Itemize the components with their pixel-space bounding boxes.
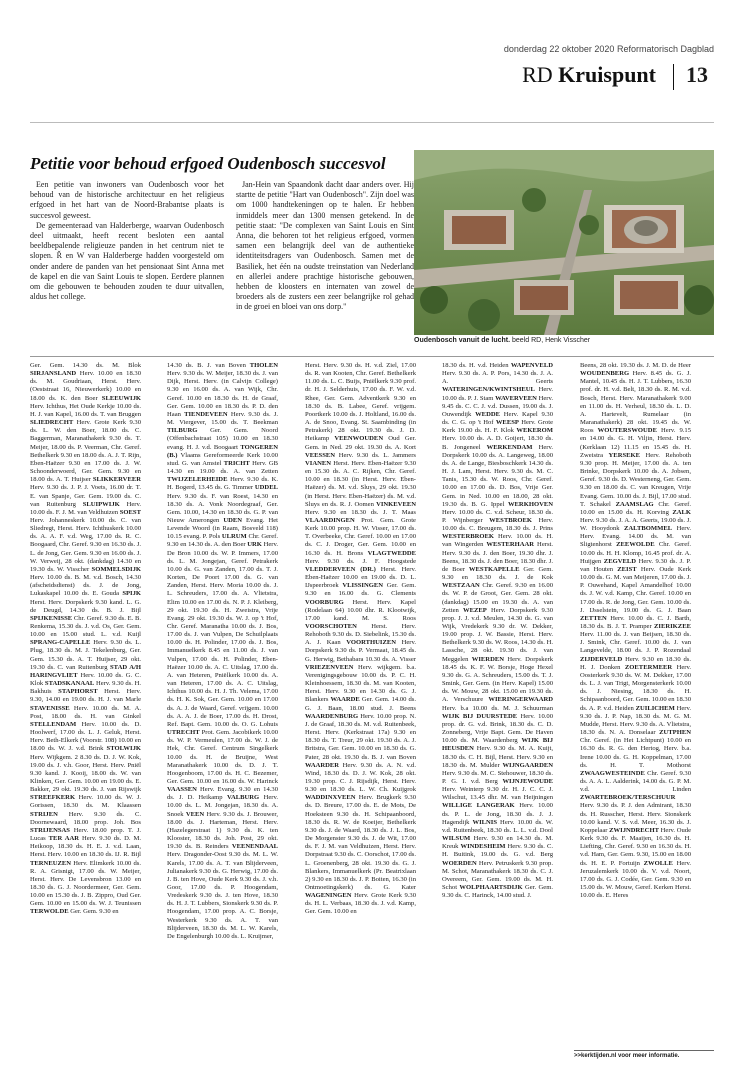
- caption-text: Oudenbosch vanuit de lucht.: [414, 337, 511, 344]
- church-services-column-2: 14.30 ds. B. J. van Boven THOLEN Herv. 9.30 ds. W. Meijer, 18.30 ds. J. van Dijk, Herst. Herv. (in Calvijn College) 9.30 en 16.00 ds. A. van Wijk, Chr. Geref. 10.00 en 18.30 ds. H. de Graaf, Ger. Gem. 10.00 en 18.30 ds. P. D. den Haan TIENDEVEEN Herv. 9.30 ds. J. M. Viergever, 15.00 ds. T. Beekman TILBURG Ger. Gem. Noord (Offenbachstraat 105) 10.00 en 18.30 evang. H. J. v.d. Boogaart TONGEREN (B.) Vlaams Gereformeerde Kerk 10.00 stud. G. van Amstel TRICHT Herv. GB 14.30 en 19.00 ds. A. van Zetten TWIJZELERHEIDE Herv. 9.30 ds. K. H. Bogerd, 13.45 ds. G. Timmer UDDEL Herv. 9.30 ds. F. van Roest, 14.30 en 18.30 ds. A. Vonk Noordegraaf, Ger. Gem. 10.00, 14.30 en 18.30 ds. G. P. van Nieuw Amerongen UDEN Evang. Het Levende Woord (in Raam, Bosveld 118) 10.15 evang. P. Pols ULRUM Chr. Geref. 9.30 en 14.30 ds. A. den Boer URK Herv. De Bron 10.00 ds. W. P. Immers, 17.00 ds. L. M. Jongejan, Geref. Petrakerk 10.00 ds. G. van Zanden, 17.00 ds. T. J. Korten, De Poort 17.00 ds. G. van Zanden, Herst. Herv. Moria 10.00 ds. J. L. Schreuders, 17.00 ds. A. Vlietstra, Elim 10.00 en 17.00 ds. N. P. J. Kleiberg, 29 okt. 19.30 ds. H. Zweistra, Vrije Evang. 29 okt. 19.30 ds. W. J. op 't Hof, Chr. Geref. Maranatha 10.00 ds. J. Bos, 17.00 ds. J. van Vulpen, De Schuilplaats 10.00 ds. H. Polinder, 17.00 ds. J. Bos, Immanuelkerk 8.45 en 11.00 ds. J. van Vulpen, 17.00 ds. H. Polinder, Eben-Haëzer 10.00 ds. A. C. Uitslag, 17.00 ds. A. van Heteren, Pniëlkerk 10.00 ds. A. van Heteren, 17.00 ds. A. C. Uitslag, Ichthus 10.00 ds. H. J. Th. Velema, 17.00 ds. H. K. Sok, Ger. Gem. 10.00 en 17.00 ds. A. J. de Waard, Geref. vrijgem. 10.00 ds. A. A. J. de Boer, 17.00 ds. H. Drost, Ref. Bapt. Gem. 10.00 ds. O. G. Lohuis UTRECHT Prot. Gem. Jacobikerk 10.00 ds. W. P. Vermeulen, 17.00 ds. W. J. de Hek, Chr. Geref. Centrum Singelkerk 10.00 ds. H. de Bruijne, West Maranathakerk 10.00 ds. D. J. T. Hoogenboom, 17.00 ds. H. C. Bezemer, Ger. Gem. 10.00 en 16.00 ds. W. Harinck VAASSEN Herv. Evang. 9.30 en 14.30 ds. J. D. Heikamp VALBURG Herv. 10.00 ds. L. M. Jongejan, 18.30 ds. A. Snoek VEEN Herv. 9.30 ds. J. Brouwer, 18.00 ds. J. Harteman, Herst. Herv. (Hazelegerstraat 1) 9.30 ds. K. ten Klooster, 18.30 ds. Joh. Post, 29 okt. 19.30 ds. B. Reinders VEENENDAAL Herv. Dragonder-Oost 9.30 ds. M. L. W. Karels, 17.00 ds. A. T. van Blijderveen, Julianakerk 9.30 ds. G. Herwig, 17.00 ds. J. B. ten Hove, Oude Kerk 9.30 ds. J. v.h. Goor, 17.00 ds. P. Hoogendam, Vredeskerk 9.30 ds. J. ten Hove, 18.30 ds. H. J. T. Lubbers, Sionskerk 9.30 ds. P. Hoogendam, 17.00 prop. A. C. Borsje, Westerkerk 9.30 ds. A. T. van Blijderveen, 18.30 ds. M. L. W. Karels, De Engelenburgh 10.00 ds. L. Kruijmer,: [167, 362, 278, 940]
- article-column-2: [236, 180, 414, 313]
- page-number: 13: [686, 62, 708, 87]
- section-prefix: RD: [522, 62, 553, 87]
- article-headline: Petitie voor behoud erfgoed Oudenbosch succesvol: [30, 154, 386, 173]
- page-header: [0, 60, 738, 100]
- more-info-link[interactable]: >>kerktijden.nl voor meer informatie.: [574, 1050, 714, 1059]
- newspaper-name: Reformatorisch Dagblad: [616, 44, 714, 54]
- caption-credit: beeld RD, Henk Visscher: [512, 337, 591, 344]
- church-services-column-5: Beens, 28 okt. 19.30 ds. J. M. D. de Heer WOUDENBERG Herv. 8.45 ds. G. J. Mantel, 10.45 ds. H. J. T. Lubbers, 16.30 prof. dr. H. v.d. Belt, 18.30 ds. R. M. v.d. Bosch, Herst. Herv. Maranathakerk 9.00 en 11.00 ds. H. Verheul, 18.30 ds. L. D. A. Hartevelt, Rumelaar (in Maranathakerk) 28 okt. 19.45 ds. W. Roos WOUTERSWOUDE Herv. 9.15 en 14.00 ds. G. H. Viljin, Herst. Herv. (Kerklaan 12) 11.15 en 15.45 ds. H. Zweistra YERSEKE Herv. Rehoboth 9.30 prop. H. Meijer, 17.00 ds. A. ten Brinke, Dorpskerk 10.00 ds. A. Jobsen, Geref. 9.30 ds. D. Westerneng, Ger. Gem. 9.30 en 18.00 ds. C. van Kreugen, Vrije Evang. Gem. 10.00 ds. J. Bijl, 17.00 stud. T. Schakel ZAAMSLAG Chr. Geref. 10.00 en 15.00 ds. H. Korving ZALK Herv. 9.30 ds. J. A. A. Geerts, 19.00 ds. J. W. Hooydonk ZALTBOMMEL Herv. Herv. Evang. 14.00 ds. M. van Sligtenhorst ZEEWOLDE Chr. Geref. 10.00 ds. H. H. Klomp, 16.45 prof. dr. A. Huijgen ZEGVELD Herv. 9.30 ds. J. P. van Houten ZEIST Herv. Oude Kerk 10.00 ds. G. M. van Meijeren, 17.00 ds. J. P. Ouwehand, Kapel Amandelhof 10.00 ds. J. W. v.d. Kamp, Chr. Geref. 10.00 en 17.00 ds. R. de Jong, Ger. Gem. 10.00 ds. J. IJsselstein, 19.00 ds. G. J. Baan ZETTEN Herv. 10.00 ds. C. J. Barth, 18.30 ds. B. J. T. Pramper ZIERIKZEE Herv. 11.00 ds. J. van Beijsen, 18.30 ds. J. Smink, Chr. Geref. 10.00 ds. J. van Langevelde, 18.00 ds. J. P. Rozendaal ZIJDERVELD Herv. 9.30 en 18.30 ds. H. J. Donken ZOETERMEER Herv. Oosterkerk 9.30 ds. W. M. Dekker, 17.00 ds. L. J. van Trigt, Morgensterkerk 10.00 ds. J. Niesing, 18.30 ds. H. Schipaanboord, Ger. Gem. 10.00 en 18.30 ds. A. P. v.d. Heiden ZUILICHEM Herv. 9.30 ds. J. P. Nap, 18.30 ds. M. G. M. Mudde, Herst. Herv. 9.30 ds. A. Vlietstra, 18.30 ds. N. A. Donselaar ZUTPHEN Chr. Geref. (in Het Lichtpunt) 10.00 en 16.30 ds. R. G. den Hertog, Herv. b.a. Irene 10.00 ds. G. H. Koppelman, 17.00 ds. H. T. Mothorst ZWAAGWESTEINDE Chr. Geref. 9.30 ds. A. A. L. Aalderink, 14.00 ds. G. P. M. v.d. Linden ZWARTEBROEK/TERSCHUUR Herv. 9.30 ds. P. J. den Admirant, 18.30 ds. H. Russcher, Herst. Herv. Sionskerk 10.00 kand. V. S. v.d. Meer, 16.30 ds. J. Koppelaar ZWIJNDRECHT Herv. Oude Kerk 9.30 ds. F. Maaijen, 16.30 ds. H. Liefting, Chr. Geref. 9.30 en 16.30 ds. H. v.d. Ham, Ger. Gem. 9.30, 15.00 en 18.00 ds. H. E. P. Fortuijn ZWOLLE Herv. Jeruzalemkerk 10.00 ds. V. v.d. Noort, 17.00 ds. G. J. Codée, Ger. Gem. 9.30 en 15.00 ds. W. Mouw, Geref. Kerken Herst. 10.00 ds. E. Heres: [580, 362, 691, 900]
- church-services-column-4: 18.30 ds. H. v.d. Heiden WAPENVELD Herv. 9.30 ds. A. P. Pors, 14.30 ds. J. A. A. Geerts WATERINGEN/KWINTSHEUL Herv. 10.00 ds. P. J. Stam WAVERVEEN Herv. 9.45 ds. C. C. J. v.d. Dussen, 19.00 ds. J. Ouwendijk WEDDE Herv. Kapel 9.30 ds. C. G. op 't Hof WEESP Herv. Grote Kerk 19.00 ds. H. F. Klok WEKEROM Herv. 10.00 ds. A. D. Goijert, 18.30 ds. B. Jongeneel WERKENDAM Herv. Dorpskerk 10.00 ds. A. Langeweg, 18.00 ds. A. de Lange, Biesboschkerk 14.30 ds. H. J. Lam, Herst. Herv. 9.30 ds. M. C. Tanis, 15.30 ds. W. Roos, Chr. Geref. 10.00 en 17.00 ds. D. Bos, Vrije Ger. Gem. in Ned. 10.00 en 18.00, 28 okt. 19.30 ds. B. G. Ippel WERKHOVEN Herv. 10.00 ds. C. v.d. Scheur, 18.30 ds. P. Wijnberger WESTBROEK Herv. 10.00 ds. C. Breugem, 18.30 ds. J. Prins WESTERBROEK Herv. 10.00 ds. H. van Wingerden WESTERHAAR Herst. Herv. 9.30 ds. J. den Boer, 19.30 dhr. J. Beens, 18.30 ds. J. den Boer, 18.30 dhr. J. de Boer WESTKAPELLE Ger. Gem. 9.30 en 18.30 ds. J. de Kok WESTZAAN Chr. Geref. 9.30 en 16.00 ds. W. P. de Groot, Ger. Gem. 28 okt. (dankdag) 15.00 en 19.30 ds. A. van Zetten WEZEP Herv. Dorpskerk 9.30 prop. J. J. v.d. Meulen, 14.30 ds. G. van Wijk, Vredekerk 9.30 dr. W. Dekker, 19.00 prop. J. W. Bassie, Herst. Herv. Bethelkerk 9.30 ds. W. Roos, 14.30 ds. H. Lassche, 28 okt. 19.30 ds. J. van Meggelen WIERDEN Herv. Dorpskerk 18.45 ds. K. F. W. Borsje, Hoge Hexel 9.30 ds. G. A. Schreuders, 15.00 ds. T. J. Smink, Ger. Gem. (in Herv. Kapel) 15.00 ds. W. Mouw, 28 okt. 15.00 en 19.30 ds. A. Verschuure WIERINGERWAARD Herv. b.a 10.00 ds. M. J. Schuurman WIJK BIJ DUURSTEDE Herv. 10.00 prop. dr. G. v.d. Brink, 18.30 ds. C. D. Zonneberg, Vrije Bapt. Gem. De Haven 10.00 ds. M. Waardenberg WIJK BIJ HEUSDEN Herv. 9.30 ds. M. A. Kuijt, 18.30 ds. C. H. Bijl, Herst. Herv. 9.30 en 18.30 ds. M. Mulder WIJNGAARDEN Herv. 9.30 ds. M. C. Stehouwer, 18.30 ds. P. G. I. v.d. Berg WIJNJEWOUDE Herv. Weinterp 9.30 dr. H. J. C. C. J. Wilschut, 13.45 dhr. M. van Heijningen WILLIGE LANGERAK Herv. 10.00 ds. P. L. de Jong, 18.30 ds. J. J. Hagendijk WILNIS Herv. 10.00 ds. W. v.d. Ruitenbeek, 18.30 ds. L. L. v.d. Dool WILSUM Herv. 9.30 en 14.30 ds. M. Kreuk WINDESHEIM Herv. 9.30 ds. C. H. Buitink, 19.00 ds. G. v.d. Berg WOERDEN Herv. Petruskerk 9.30 prop. M. Schot, Maranathakerk 18.30 ds. C. J. Overeem, Ger. Gem. 19.00 ds. M. H. Schot WOLPHAARTSDIJK Ger. Gem. 9.30 ds. C. Harinck, 14.00 stud. J.: [442, 362, 553, 900]
- header-rule: [30, 122, 714, 123]
- article-paragraph: De gemeenteraad van Halderberge, waarvan Oudenbosch deel uitmaakt, heeft recent besloten een aantal beeldbepalende religieuze panden in het centrum niet te slopen. Ř en W van Halderberge hadden voorgesteld om onder andere de panden van het pensionaat Sint Anna met de kapel en die van Saint Louis te slopen. Eerdere plannen om die gebouwen te behouden zouden te duur uitvallen, aldus het college.: [30, 220, 224, 302]
- article-column-1: [30, 180, 224, 302]
- aerial-photo: [414, 150, 714, 335]
- article-paragraph: Jan-Hein van Spaandonk dacht daar anders over. Hij startte de petitie "Hart van Oudenbosch". Zijn doel was om 1000 handtekeningen op te halen. Er hebben inmiddels meer dan 1300 mensen getekend. In de petitie staat: "De complexen van Saint Louis en Sint Anna, die behoren tot het religieus erfgoed, vormen samen een belangrijk deel van de authentieke identiteitsdragers van Oudenbosch. Samen met de Basiliek, het één na oudste treinstation van Nederland en allerlei andere prachtige historische gebouwen, hebben de kloosters en internaten van zowel de broeders als de zusters een zeer belangrijke rol gehad in de groei en bloei van ons dorp.": [236, 180, 414, 312]
- section-name: Kruispunt: [558, 62, 656, 87]
- header-divider: [673, 64, 674, 90]
- church-services-column-3: Herst. Herv. 9.30 ds. H. v.d. Ziel, 17.00 ds. R. van Kooten, Chr. Geref. Bethelkerk 11.00 ds. L. C. Buijs, Pniëlkerk 9.30 prof. dr. H. J. Selderhuis, 17.00 ds. F. W. v.d. Rhee, Ger. Gem. Adventkerk 9.30 en 18.30 ds. B. Labee, Geref. vrijgem. Poortkerk 10.00 ds. J. Holtland, 16.00 ds. A. de Snoo, Evang. St. Saambinding (in Petrakerk) 28 okt. 19.30 ds. J. D. Heikamp VEENWOUDEN Oud Ger. Gem. in Ned. 29 okt. 19.30 ds. A. Kort VEESSEN Herv. 9.30 ds. L. Jammers VIANEN Herst. Herv. Eben-Haëzer 9.30 en 15.30 ds. A. C. Rijken, Chr. Geref. 10.00 en 18.30 (in Herst. Herv. Eben-Haëzer) ds. M. v.d. Sluys, 29 okt. 19.30 (in Herst. Herv. Eben-Haëzer) ds. M. v.d. Sluys en ds. R. J. Oomen VINKEVEEN Herv. 9.30 en 18.30 ds. J. T. Maas VLAARDINGEN Prot. Gem. Grote Kerk 10.00 prop. H. W. Visser, 17.00 ds. T. Overbeeke, Chr. Geref. 10.00 en 17.00 ds. C. J. Droger, Ger. Gem. 10.00 en 16.30 ds. H. Brons VLAGTWEDDE Herv. 9.30 ds. J. F. Hoogstede VLEDDERVEEN (DR.) Herst. Herv. Eben-Haëzer 10.00 en 19.00 ds. D. L. IJspeerbroek VLISSINGEN Ger. Gem. 9.30 en 16.00 ds. G. Clements VOORBURG Herst. Herv. Kapel (Rodelaan 64) 10.00 dhr. R. Klootwijk, 17.00 kand. M. S. Roos VOORSCHOTEN Herst. Herv. Rehoboth 9.30 ds. D. Siebelink, 15.30 ds. A. J. Kaan VOORTHUIZEN Herv. Dorpskerk 9.30 ds. P. Vermaat, 18.45 ds. G. Herwig, Bethabara 10.30 ds. A. Visser VRIEZENVEEN Herv. wijkgem. b.a. Verenigingsgebouw 10.00 ds. P. C. H. Kleinhoessem, 18.30 ds. M. van Kooten, Herst. Herv. 9.30 en 14.30 ds. G. J. Blankers WAARDE Ger. Gem. 14.00 ds. G. J. Baan, 18.00 stud. J. Beens WAARDENBURG Herv. 10.00 prop. N. J. de Graaf, 18.30 ds. M. v.d. Ruitenbeek, Herst. Herv. (Kerkstraat 17a) 9.30 en 18.30 ds. T. Treur, 29 okt. 19.30 ds. A. J. Britstra, Ger. Gem. 10.00 en 18.30 ds. G. Pater, 28 okt. 19.30 ds. B. J. van Boven WAARDER Herv. 9.30 ds. A. N. v.d. Wind, 18.30 ds. D. J. W. Kok, 28 okt. 19.30 prop. C. J. Rijsdijk, Herst. Herv. 9.30 en 18.30 ds. L. W. Ch. Kuijgrok WADDINXVEEN Herv. Brugkerk 9.30 ds. D. Breure, 17.00 ds. E. de Mots, De Hoeksteen 9.30 ds. H. Schipaanboord, 18.30 ds. R. W. de Koeijer, Bethelkerk 9.30 ds. J. de Waard, 18.30 ds. J. L. Bos, De Morgenster 9.30 ds. J. de Wit, 17.00 ds. F. J. M. van Veldhuizen, Herst. Herv. Dorpstraat 9.30 ds. C. Oorschot, 17.00 ds. L. Groenenberg, 28 okt. 19.30 ds. G. J. Blankers, Immanuelkerk (Pr. Beatrixlaan 2) 9.30 en 18.30 ds. J. P. Boiten, 16.30 (in Ontmoetingskerk) ds. G. Kater WAGENINGEN Herv. Grote Kerk 9.30 ds. H. L. Verbaas, 18.30 ds. J. v.d. Kamp, Ger. Gem. 10.00 en: [305, 362, 416, 916]
- header-meta: [504, 44, 714, 54]
- section-title: [522, 62, 656, 88]
- article-paragraph: Een petitie van inwoners van Oudenbosch voor het behoud van de historische architectuur en het religieus erfgoed in het hart van de Noord-Brabantse plaats is succesvol geweest.: [30, 180, 224, 220]
- services-rule: [30, 356, 714, 357]
- church-services-column-1: Ger. Gem. 14.30 ds. M. Blok SIRJANSLAND Herv. 10.00 en 18.30 ds. M. Goudriaan, Herst. Herv. (Oeststraat 16, Nieuwerkerk) 10.00 en 18.00 ds. K. den Boer SLEEUWIJK Herv. Ichthus, Het Oude Kerkje 10.00 ds. H. J. van Kapel, 16.00 ds. T. van Bruggen SLIEDRECHT Herv. Grote Kerk 9.30 ds. L. W. den Boer, 18.00 ds. C. Baggerman, Maranathakerk 9.30 ds. T. Meijer, 18.00 ds. P. Veerman, Chr. Geref. Bethelkerk 9.30 en 18.00 ds. A. J. T. Rijn, Eben-Haëzer 9.30 en 17.00 ds. J. W. Schoonderwoerd, Ger. Gem. 9.30 en 18.00 ds. A. T. Huijser SLIKKERVEER Herv. 9.30 ds. J. P. J. Voets, 16.00 dr. T. E. van Spanje, Ger. Gem. 19.00 ds. C. van Ruitenburg SLUIPWIJK Herv. 10.00 ds. F. J. M. van Veldhuizen SOEST Herv. Johanneskerk 10.00 ds. C. van Sliedregt, Herst. Herv. Ichthuskerk 10.00 ds. A. A. F. v.d. Weg, 17.00 ds. R. C. Boogaard, Chr. Geref. 9.30 en 16.30 ds. J. L. de Jong, Ger. Gem. 9.30 en 16.00 ds. J. W. Verweij, 28 okt. (dankdag) 14.30 en 19.30 ds. W. Visscher SOMMELSDIJK Herv. 10.00 ds. B. M. v.d. Bosch, 14.30 (afscheidsdienst) ds. J. de Jong, Lukaskapel 10.00 ds. E. Gouda SPIJK Herst. Herv. Dorpskerk 9.30 kand. L. G. de Deugd, 14.30 ds. B. J. Bijl SPIJKENISSE Chr. Geref. 9.30 ds. E. B. Renkema, 15.30 ds. J. v.d. Os, Ger. Gem. 10.00 en 15.00 stud. L. v.d. Kuijl SPRANG-CAPELLE Herv. 9.30 ds. L. Plug, 18.30 ds. M. J. Tekelenburg, Ger. Gem. 15.30 ds. A. T. Huijser, 29 okt. 19.30 ds. C. van Ruitenburg STAD A/H HARINGVLIET Herv. 10.00 ds. G. C. Klok STADSKANAAL Herv. 9.30 ds. H. Bakhuis STAPHORST Herst. Herv. 9.30, 14.00 en 19.00 ds. H. J. van Marle STAVENISSE Herv. 10.00 ds. M. A. Post, 18.00 ds. H. van Ginkel STELLENDAM Herv. 10.00 ds. D. Hoolwerf, 17.00 ds. L. J. Geluk, Herst. Herv. Beth-Elkerk (Voorstr. 108) 10.00 en 18.00 ds. W. J. v.d. Brink STOLWIJK Herv. Wijkgem. 2 8.30 ds. D. J. W. Kok, 19.00 ds. J. v.h. Goor, Herst. Herv. Pniël 9.30 kand. J. Kooij, 18.00 ds. W. van Klinken, Ger. Gem. 10.00 en 19.00 ds. E. Bakker, 29 okt. 19.30 ds. J. van Rijswijk STREEFKERK Herv. 10.00 ds. W. J. Gorissen, 18.30 ds. M. Klaassen STRIJEN Herv. 9.30 ds. C. Doornewaard, 18.00 prop. Joh. Bos STRIJENSAS Herv. 18.00 prop. T. J. Lucas TER AAR Herv. 9.30 ds. D. M. Heikoop, 18.30 ds. H. E. J. v.d. Laan, Herst. Herv. 10.00 en 18.30 ds. IJ. R. Bijl TERNEUZEN Herv. Elimkerk 10.00 ds. R. A. Grisnigt, 17.00 ds. W. Meijer, Herst. Herv. De Levensbron 13.00 en 18.30 ds. G. J. Noordermeer, Ger. Gem. 10.00 en 15.30 ds. J. B. Zippro, Oud Ger. Gem. 10.00 en 15.00 ds. W. J. Teunissen TERWOLDE Ger. Gem. 9.30 en: [30, 362, 141, 916]
- date-line: donderdag 22 oktober 2020: [503, 44, 615, 54]
- photo-caption: [414, 337, 590, 344]
